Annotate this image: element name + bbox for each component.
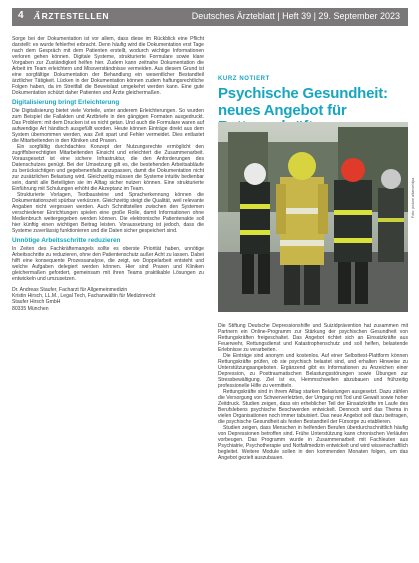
intro-paragraph: Sorge bei der Dokumentation ist vor allem, dass diese im Rückblick eine Pflicht darstellt: es wurde fehlerfrei erbracht. Denn häufig wird die Dokumentation erst Tage nach dem Gespräch mit dem Patienten erstellt, wodurch wichtige Informationen verloren gehen können. Digitale Systeme, strukturierte Formulare sowie klare Vorgaben zur Zuständigkeit helfen hier. Zudem kann zeitnahe Dokumentation die Arbeit im Team erleichtern und Missverständnisse vermeiden. Aus diesem Grund ist eine sorgfältige Dokumentation der Behandlung ein wesentlicher Bestandteil ärztlicher Tätigkeit. Lücken in der Dokumentation können zudem haftungsrechtliche Folgen haben, da im Streitfall die Beweislast umgekehrt werden kann. Eine gute Dokumentation schützt daher Patienten und Ärzte gleichermaßen.: [12, 36, 204, 96]
author-line: Dr. Andreas Staufer, Facharzt für Allgemeinmedizin: [12, 287, 128, 293]
page-number: 4: [18, 10, 24, 21]
body-paragraph: In Zeiten des Fachkräftemangels sollte es oberste Priorität haben, unnötige Arbeitsschritte zu reduzieren, ohne den Patientenschutz außer Acht zu lassen. Dabei hilft eine konsequente Prozessanalyse, die zeigt, wo Doppelarbeit entsteht und welche Aufgaben delegiert werden können. Hier sind Praxen und Kliniken gleichermaßen gefordert, gemeinsam mit ihren Teams praktikable Lösungen zu entwickeln und umzusetzen.: [12, 246, 204, 282]
body-paragraph: Rettungskräfte sind in ihrem Alltag starken Belastungen ausgesetzt. Dazu zählen die Versorgung von Schwerverletzten, der Umgang mit Tod und Gewalt sowie hoher Zeitdruck. Studien zeigen, dass ein erheblicher Teil der Einsatzkräfte im Laufe des Berufslebens psychische Beschwerden entwickelt. Dennoch wird das Thema in vielen Organisationen noch immer tabuisiert. Das neue Angebot soll dazu beitragen, die psychische Gesundheit als festen Bestandteil der Fürsorge zu etablieren.: [218, 389, 408, 425]
left-column: [12, 36, 204, 312]
body-paragraph: Strukturierte Vorlagen, Textbausteine und Spracherkennung können die Dokumentationszeit spürbar verkürzen. Gleichzeitig steigt die Qualität, weil relevante Angaben nicht vergessen werden. Auch Schnittstellen zwischen den Systemen verschiedener Einrichtungen spielen eine große Rolle, damit Informationen ohne Medienbruch weitergegeben werden können. Die elektronische Patientenakte soll hier künftig einen wichtigen Beitrag leisten. Voraussetzung ist jedoch, dass die Systeme zuverlässig funktionieren und die Daten sicher gespeichert sind.: [12, 192, 204, 234]
body-paragraph: Studien zeigen, dass Menschen in helfenden Berufen überdurchschnittlich häufig von Depressionen betroffen sind. Frühe Unterstützung kann chronischen Verläufen vorbeugen. Das Programm wurde in Zusammenarbeit mit Fachleuten aus Psychiatrie, Psychotherapie und Notfallmedizin entwickelt und wird wissenschaftlich begleitet. Weitere Module sollen in den kommenden Monaten folgen, um das Angebot gezielt auszubauen.: [218, 425, 408, 461]
photo-illustration: [218, 122, 408, 312]
author-line: Kristin Hirsch, LL.M., Legal Tech, Fachanwältin für Medizinrecht: [12, 293, 156, 300]
photo-credit: Foto: picture alliance/dpa: [411, 177, 415, 218]
body-paragraph: Die Stiftung Deutsche Depressionshilfe und Suizidprävention hat zusammen mit Partnern ein Online-Programm zur Stärkung der psychischen Gesundheit von Rettungskräften freigeschaltet. Das Angebot richtet sich an Einsatzkräfte aus Feuerwehr, Rettungsdienst und Katastrophenschutz und soll helfen, belastende Erlebnisse zu verarbeiten.: [218, 323, 408, 353]
right-column: [218, 323, 408, 461]
section-heading-digitalisierung: Digitalisierung bringt Erleichterung: [12, 99, 120, 106]
author-line: 80335 München: [12, 305, 49, 312]
brand-name: RZTESTELLEN: [41, 11, 110, 21]
issue-line: Deutsches Ärzteblatt | Heft 39 | 29. September 2023: [191, 11, 400, 21]
rescue-workers-photo: [218, 122, 408, 312]
section-heading-arbeitsschritte: Unnötige Arbeitsschritte reduzieren: [12, 237, 121, 244]
body-paragraph: Die Digitalisierung bietet viele Vorteile, unter anderem Erleichterungen. So wurden zum Beispiel die Fallakten und Arztbriefe in den gängigen Formaten ausgedruckt. Das Problem: mit dem Drucken ist es nicht getan. Und auch die Formulare waren auf aufwendige Art händisch ausgefüllt worden. Heute können Einträge direkt aus dem System übernommen werden, was Zeit spart und Fehler vermeidet. Dies entlastet die Mitarbeitenden in den Kliniken und Praxen.: [12, 108, 204, 144]
brand-prefix: Ä: [34, 12, 41, 22]
body-paragraph: Die Einträge sind anonym und kostenlos. Auf einer Selbsttest-Plattform können Rettungskräfte prüfen, ob sie psychisch belastet sind, und erhalten Hinweise zu Unterstützungsangeboten. Ergänzend gibt es Informationen zu Anzeichen einer Depression, zu Posttraumatischen Belastungsstörungen sowie Übungen zur Stressbewältigung. Ziel ist es, Hemmschwellen abzubauen und frühzeitig professionelle Hilfe zu vermitteln.: [218, 353, 408, 389]
kicker-label: KURZ NOTIERT: [218, 76, 270, 82]
author-block: [12, 287, 204, 312]
page-header: [12, 8, 408, 26]
section-brand: [34, 11, 109, 22]
body-paragraph: Ein sorgfältig durchdachtes Konzept der Nutzungsrechte ermöglicht den zugriffsberechtigten Mitarbeitenden Einsicht und erleichtert die Zusammenarbeit. Vorausgesetzt ist eine sichere Infrastruktur, die den Anforderungen des Datenschutzes genügt. Bei der Umsetzung gilt es, die bestehenden Arbeitsabläufe zu berücksichtigen und gegebenenfalls anzupassen, damit die Dokumentation nicht zur zusätzlichen Belastung wird. Gleichzeitig müssen die Systeme intuitiv bedienbar sein, damit alle Beteiligten sie im Alltag sicher nutzen können. Eine strukturierte Einführung mit Schulungen erhöht die Akzeptanz im Team.: [12, 144, 204, 192]
author-line: Staufer Hirsch GmbH: [12, 299, 61, 306]
article-headline: Psychische Gesundheit: neues Angebot für: [218, 85, 388, 119]
